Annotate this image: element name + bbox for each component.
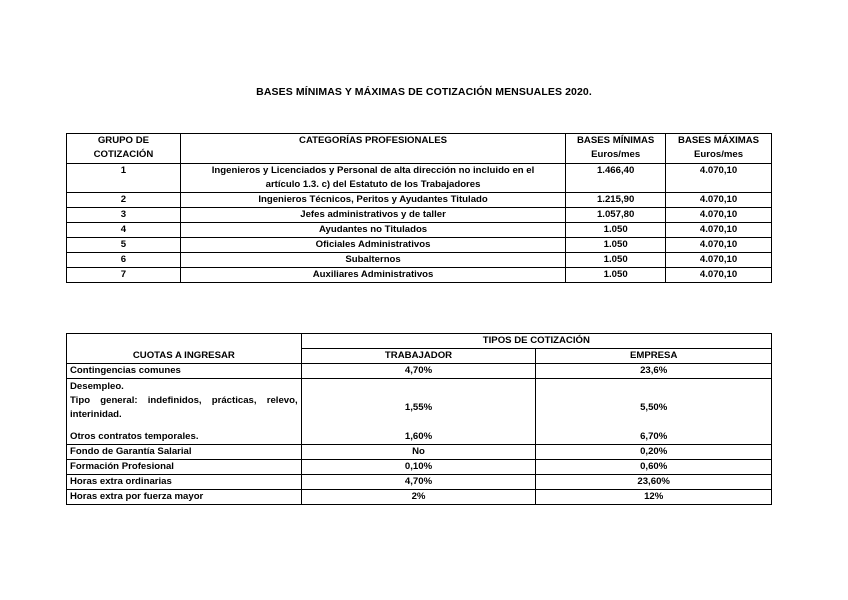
trabajador-cell: 2% (301, 490, 536, 505)
min-cell: 1.215,90 (566, 193, 666, 208)
min-cell: 1.050 (566, 238, 666, 253)
header-bases-minimas (566, 134, 666, 164)
table-row (67, 193, 772, 208)
max-cell: 4.070,10 (666, 164, 772, 193)
row-label: Horas extra ordinarias (67, 475, 302, 490)
bases-cotizacion-table (66, 133, 772, 283)
min-cell: 1.050 (566, 253, 666, 268)
header-min-line1: BASES MÍNIMAS (577, 135, 655, 146)
row-label (67, 379, 302, 445)
categoria-cell: Subalternos (180, 253, 565, 268)
table-row (67, 445, 772, 460)
header-max-line1: BASES MÁXIMAS (678, 135, 760, 146)
categoria-cell: Auxiliares Administrativos (180, 268, 565, 283)
header-grupo-line2: COTIZACIÓN (93, 149, 154, 160)
max-cell: 4.070,10 (666, 238, 772, 253)
table-header-row (67, 334, 772, 349)
table-row (67, 460, 772, 475)
empresa-cell: 12% (536, 490, 772, 505)
trabajador-cell: 4,70% (301, 475, 536, 490)
trabajador-cell (301, 379, 536, 445)
header-grupo-line1: GRUPO DE (97, 135, 150, 146)
grupo-cell: 1 (67, 164, 181, 193)
desempleo-temporales-empresa: 6,70% (640, 431, 668, 442)
max-cell: 4.070,10 (666, 253, 772, 268)
row-label: Contingencias comunes (67, 364, 302, 379)
min-cell: 1.050 (566, 268, 666, 283)
table-row (67, 238, 772, 253)
grupo-cell: 7 (67, 268, 181, 283)
empresa-cell (536, 379, 772, 445)
empresa-cell: 0,60% (536, 460, 772, 475)
desempleo-temporales-trabajador: 1,60% (404, 431, 433, 442)
max-cell: 4.070,10 (666, 193, 772, 208)
header-min-line2: Euros/mes (591, 149, 641, 160)
max-cell: 4.070,10 (666, 223, 772, 238)
trabajador-cell: No (301, 445, 536, 460)
max-cell: 4.070,10 (666, 208, 772, 223)
table-row (67, 490, 772, 505)
empresa-cell: 23,60% (536, 475, 772, 490)
grupo-cell: 4 (67, 223, 181, 238)
grupo-cell: 6 (67, 253, 181, 268)
row-label: Horas extra por fuerza mayor (67, 490, 302, 505)
table-row (67, 268, 772, 283)
categoria-line2: artículo 1.3. c) del Estatuto de los Trabajadores (265, 179, 481, 190)
min-cell: 1.057,80 (566, 208, 666, 223)
empresa-cell: 23,6% (536, 364, 772, 379)
table-row (67, 253, 772, 268)
categoria-cell: Ingenieros Técnicos, Peritos y Ayudantes Titulado (180, 193, 565, 208)
categoria-cell: Ayudantes no Titulados (180, 223, 565, 238)
min-cell: 1.050 (566, 223, 666, 238)
desempleo-temporales-label: Otros contratos temporales. (70, 431, 199, 442)
header-empresa: EMPRESA (536, 349, 772, 364)
header-bases-maximas (666, 134, 772, 164)
min-cell: 1.466,40 (566, 164, 666, 193)
categoria-line1: Ingenieros y Licenciados y Personal de alta dirección no incluido en el (211, 165, 535, 176)
grupo-cell: 2 (67, 193, 181, 208)
document-title: BASES MÍNIMAS Y MÁXIMAS DE COTIZACIÓN MENSUALES 2020. (256, 86, 592, 98)
tipos-cotizacion-table (66, 333, 772, 505)
categoria-cell: Jefes administrativos y de taller (180, 208, 565, 223)
desempleo-general-label: Tipo general: indefinidos, prácticas, relevo, interinidad. (70, 395, 298, 420)
categoria-cell: Oficiales Administrativos (180, 238, 565, 253)
table-row (67, 475, 772, 490)
row-label: Fondo de Garantía Salarial (67, 445, 302, 460)
table-row (67, 223, 772, 238)
grupo-cell: 5 (67, 238, 181, 253)
table-row (67, 208, 772, 223)
header-trabajador: TRABAJADOR (301, 349, 536, 364)
header-grupo (67, 134, 181, 164)
grupo-cell: 3 (67, 208, 181, 223)
max-cell: 4.070,10 (666, 268, 772, 283)
trabajador-cell: 0,10% (301, 460, 536, 475)
table-row (67, 379, 772, 445)
trabajador-cell: 4,70% (301, 364, 536, 379)
desempleo-title: Desempleo. (70, 381, 124, 392)
desempleo-general-trabajador: 1,55% (404, 402, 433, 413)
desempleo-general-empresa: 5,50% (640, 402, 668, 413)
categoria-cell (180, 164, 565, 193)
row-label: Formación Profesional (67, 460, 302, 475)
header-categorias: CATEGORÍAS PROFESIONALES (180, 134, 565, 164)
header-cuotas: CUOTAS A INGRESAR (67, 334, 302, 364)
table-row (67, 164, 772, 193)
header-tipos: TIPOS DE COTIZACIÓN (301, 334, 771, 349)
empresa-cell: 0,20% (536, 445, 772, 460)
header-max-line2: Euros/mes (694, 149, 744, 160)
table-row (67, 364, 772, 379)
table-header-row (67, 134, 772, 164)
